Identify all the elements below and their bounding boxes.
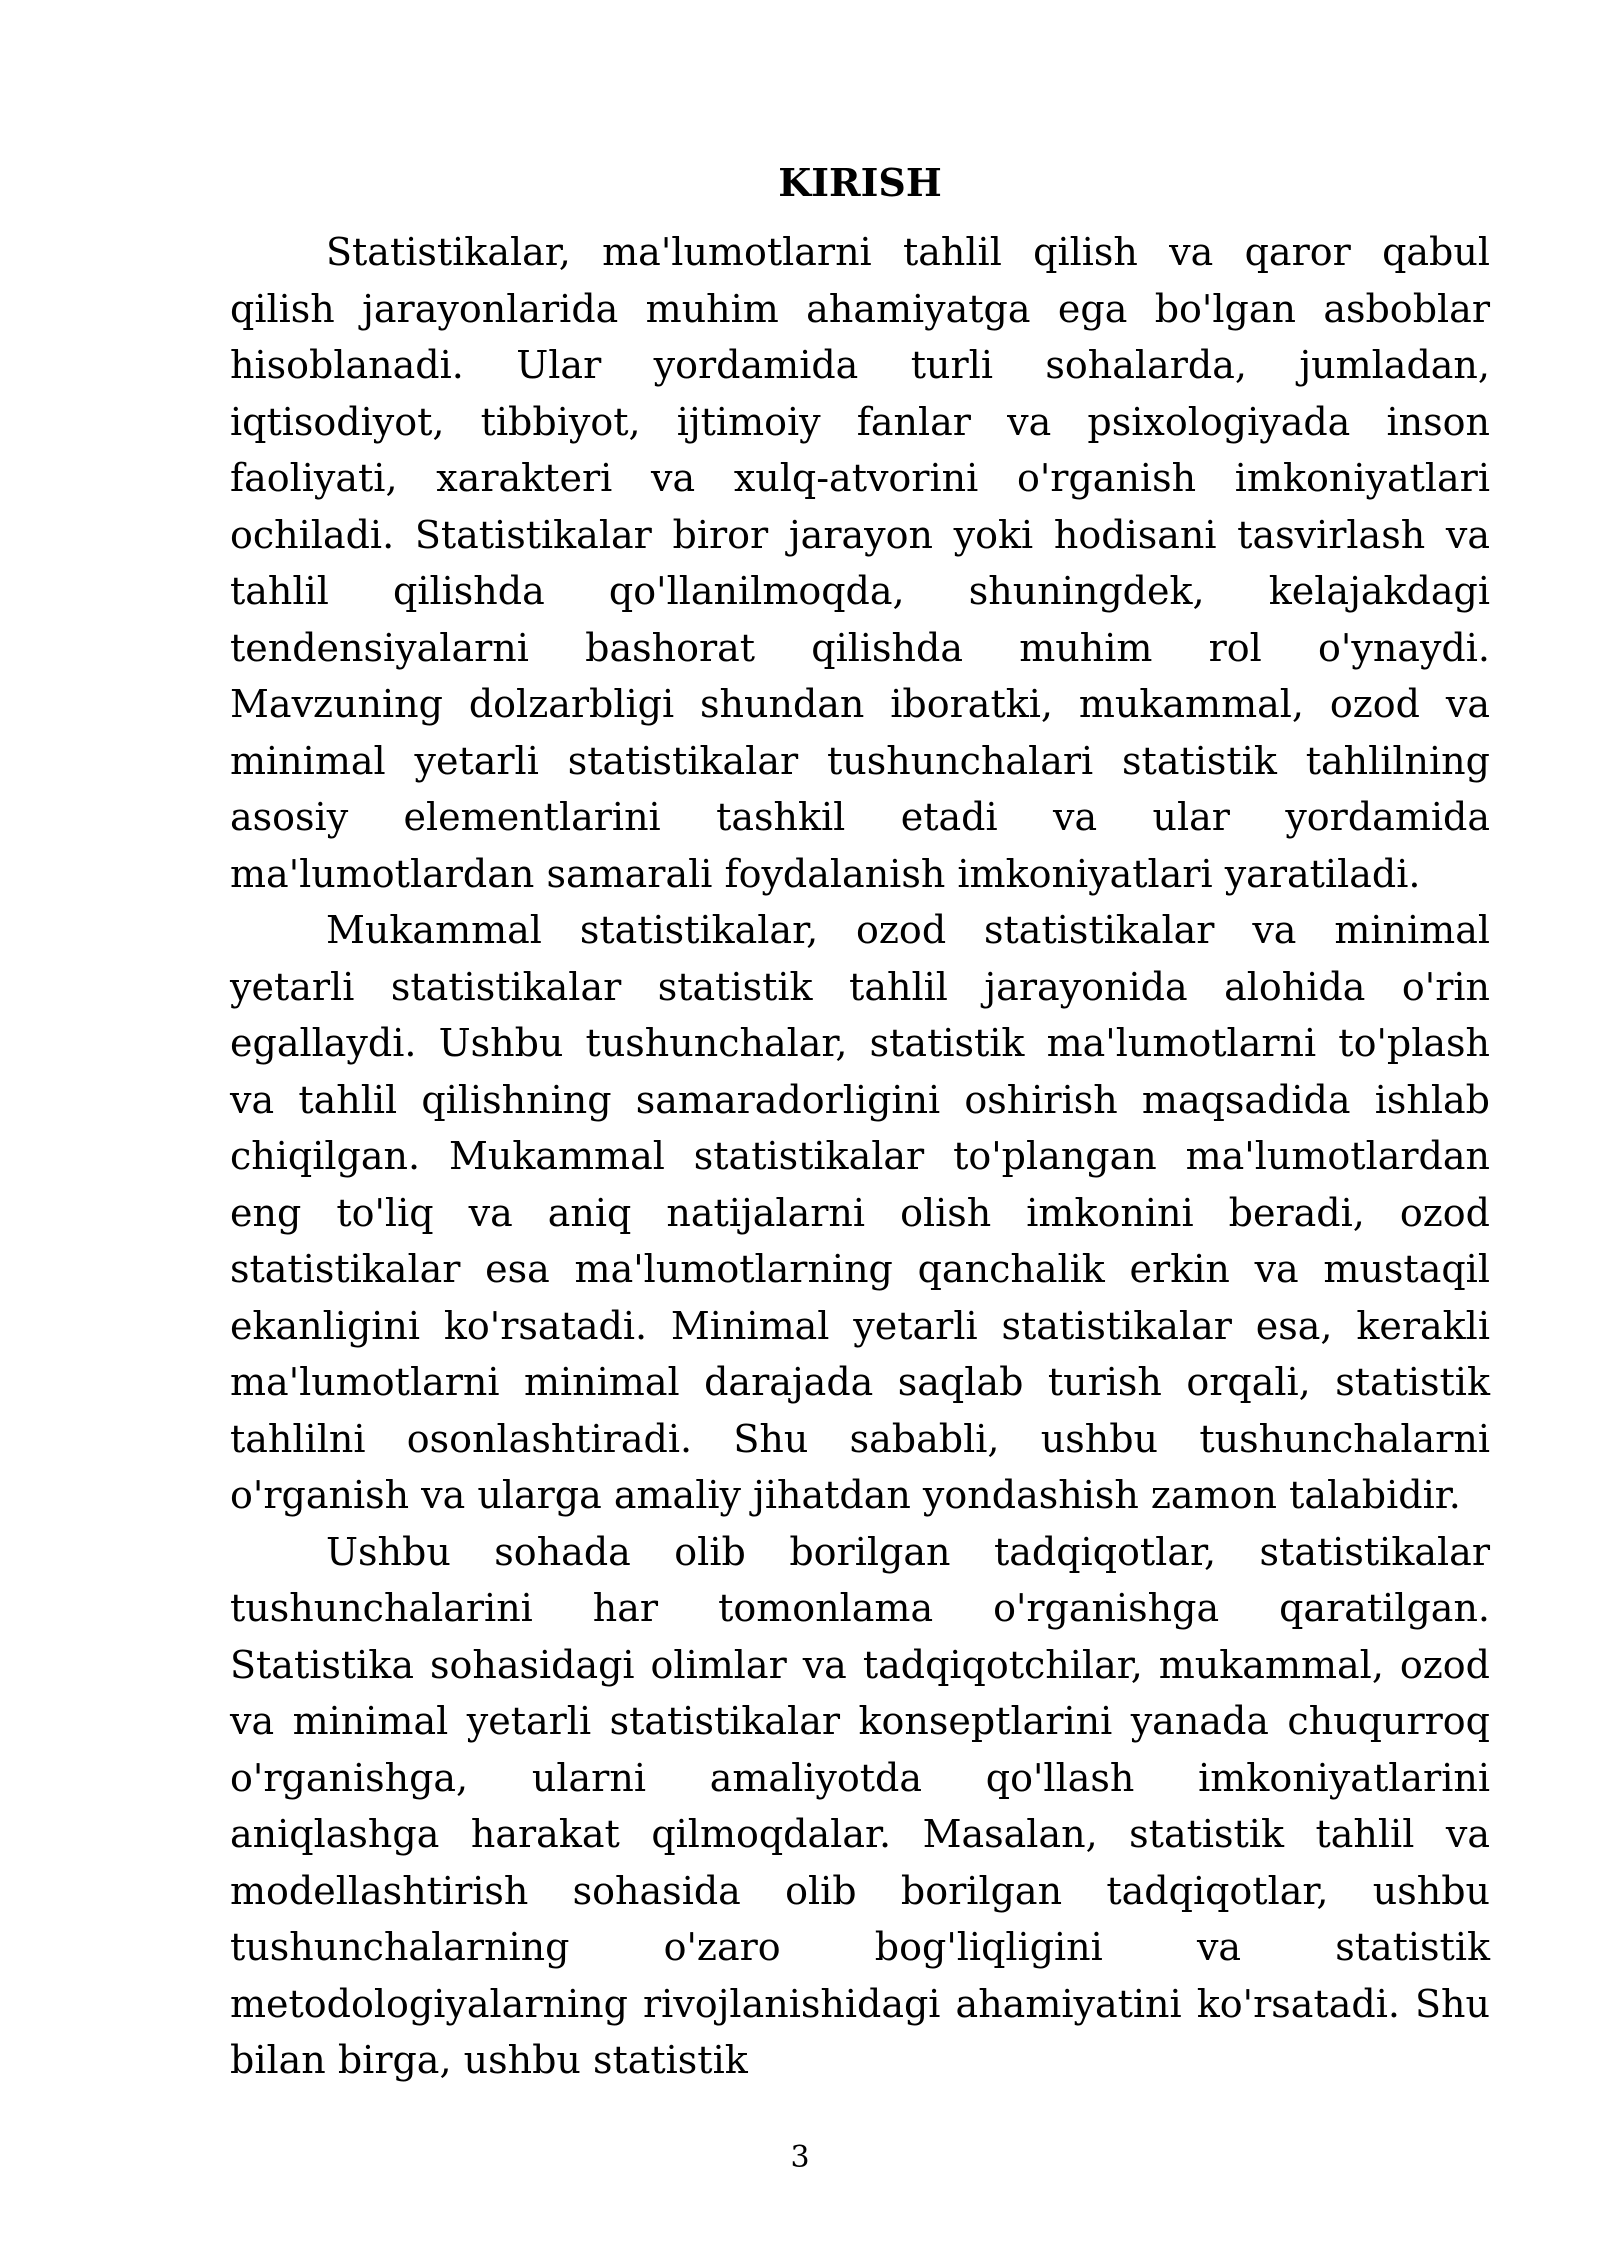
paragraph-1: Statistikalar, ma'lumotlarni tahlil qilish va qaror qabul qilish jarayonlarida muhim ahamiyatga ega bo'lgan asboblar hisoblanadi. Ular yordamida turli sohalarda, jumladan, iqtisodiyot, tibbiyot, ijtimoiy fanlar va psixologiyada inson faoliyati, xarakteri va xulq-atvorini o'rganish imkoniyatlari ochiladi. Statistikalar biror jarayon yoki hodisani tasvirlash va tahlil qilishda qo'llanilmoqda, shuningdek, kelajakdagi tendensiyalarni bashorat qilishda muhim rol o'ynaydi. Mavzuning dolzarbligi shundan iboratki, mukammal, ozod va minimal yetarli statistikalar tushunchalari statistik tahlilning asosiy elementlarini tashkil etadi va ular yordamida ma'lumotlardan samarali foydalanish imkoniyatlari yaratiladi. [230,230,1490,896]
page-title: KIRISH [778,160,942,205]
paragraph-3: Ushbu sohada olib borilgan tadqiqotlar, statistikalar tushunchalarini har tomonlama o'rganishga qaratilgan. Statistika sohasidagi olimlar va tadqiqotchilar, mukammal, ozod va minimal yetarli statistikalar konseptlarini yanada chuqurroq o'rganishga, ularni amaliyotda qo'llash imkoniyatlarini aniqlashga harakat qilmoqdalar. Masalan, statistik tahlil va modellashtirish sohasida olib borilgan tadqiqotlar, ushbu tushunchalarning o'zaro bog'liqligini va statistik metodologiyalarning rivojlanishidagi ahamiyatini ko'rsatadi. Shu bilan birga, ushbu statistik [230,1529,1490,2082]
page-number: 3 [790,2140,810,2175]
document-page [230,150,1490,2089]
paragraph-2: Mukammal statistikalar, ozod statistikalar va minimal yetarli statistikalar statistik tahlil jarayonida alohida o'rin egallaydi. Ushbu tushunchalar, statistik ma'lumotlarni to'plash va tahlil qilishning samaradorligini oshirish maqsadida ishlab chiqilgan. Mukammal statistikalar to'plangan ma'lumotlardan eng to'liq va aniq natijalarni olish imkonini beradi, ozod statistikalar esa ma'lumotlarning qanchalik erkin va mustaqil ekanligini ko'rsatadi. Minimal yetarli statistikalar esa, kerakli ma'lumotlarni minimal darajada saqlab turish orqali, statistik tahlilni osonlashtiradi. Shu sababli, ushbu tushunchalarni o'rganish va ularga amaliy jihatdan yondashish zamon talabidir. [230,908,1490,1517]
